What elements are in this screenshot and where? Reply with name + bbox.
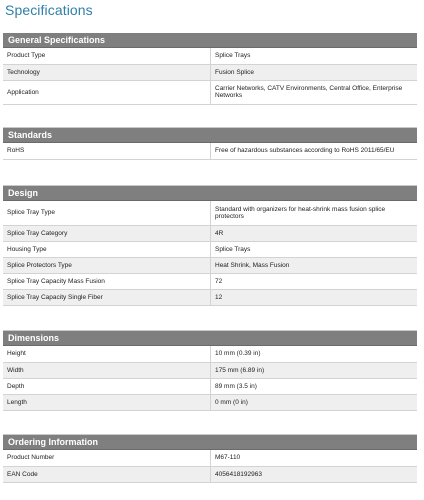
spec-value: Heat Shrink, Mass Fusion — [211, 257, 418, 273]
section-heading: General Specifications — [3, 33, 417, 48]
spec-label: RoHS — [3, 143, 211, 159]
spec-label: Splice Tray Type — [3, 201, 211, 225]
spec-label: Technology — [3, 64, 211, 80]
section-ordering-information — [3, 434, 417, 483]
spec-label: Housing Type — [3, 241, 211, 257]
spec-value: Fusion Splice — [211, 64, 418, 80]
spec-value: 72 — [211, 273, 418, 289]
spec-value: 4R — [211, 225, 418, 241]
spec-value: Splice Trays — [211, 48, 418, 64]
section-general-specifications — [3, 33, 417, 105]
table-row — [3, 48, 417, 64]
section-heading: Ordering Information — [3, 435, 417, 450]
table-row — [3, 378, 417, 394]
table-row — [3, 346, 417, 362]
spec-value: Splice Trays — [211, 241, 418, 257]
spec-label: EAN Code — [3, 466, 211, 482]
table-row — [3, 80, 417, 104]
spec-value: Carrier Networks, CATV Environments, Central Office, Enterprise Networks — [211, 80, 418, 104]
spec-value: 0 mm (0 in) — [211, 394, 418, 410]
spec-value: Free of hazardous substances according to RoHS 2011/65/EU — [211, 143, 418, 159]
section-heading: Dimensions — [3, 331, 417, 346]
table-row — [3, 64, 417, 80]
table-row — [3, 362, 417, 378]
section-dimensions — [3, 330, 417, 411]
spec-table — [3, 143, 417, 160]
table-row — [3, 466, 417, 482]
spec-label: Splice Protectors Type — [3, 257, 211, 273]
spec-table — [3, 346, 417, 411]
spec-label: Depth — [3, 378, 211, 394]
section-heading: Standards — [3, 128, 417, 143]
spec-value: 4056418192963 — [211, 466, 418, 482]
spec-table — [3, 48, 417, 105]
spec-label: Length — [3, 394, 211, 410]
section-heading: Design — [3, 186, 417, 201]
table-row — [3, 201, 417, 225]
spec-label: Product Number — [3, 450, 211, 466]
spec-value: 89 mm (3.5 in) — [211, 378, 418, 394]
spec-value: M67-110 — [211, 450, 418, 466]
spec-value: 12 — [211, 289, 418, 305]
spec-table — [3, 201, 417, 306]
page-title: Specifications — [5, 2, 93, 18]
spec-label: Height — [3, 346, 211, 362]
spec-label: Splice Tray Category — [3, 225, 211, 241]
table-row — [3, 241, 417, 257]
section-design — [3, 185, 417, 306]
spec-value: Standard with organizers for heat-shrink mass fusion splice protectors — [211, 201, 418, 225]
table-row — [3, 143, 417, 159]
section-standards — [3, 127, 417, 160]
spec-label: Width — [3, 362, 211, 378]
spec-label: Splice Tray Capacity Single Fiber — [3, 289, 211, 305]
table-row — [3, 394, 417, 410]
table-row — [3, 450, 417, 466]
spec-label: Product Type — [3, 48, 211, 64]
spec-label: Splice Tray Capacity Mass Fusion — [3, 273, 211, 289]
spec-table — [3, 450, 417, 483]
spec-label: Application — [3, 80, 211, 104]
table-row — [3, 273, 417, 289]
table-row — [3, 225, 417, 241]
table-row — [3, 289, 417, 305]
spec-value: 10 mm (0.39 in) — [211, 346, 418, 362]
table-row — [3, 257, 417, 273]
spec-value: 175 mm (6.89 in) — [211, 362, 418, 378]
